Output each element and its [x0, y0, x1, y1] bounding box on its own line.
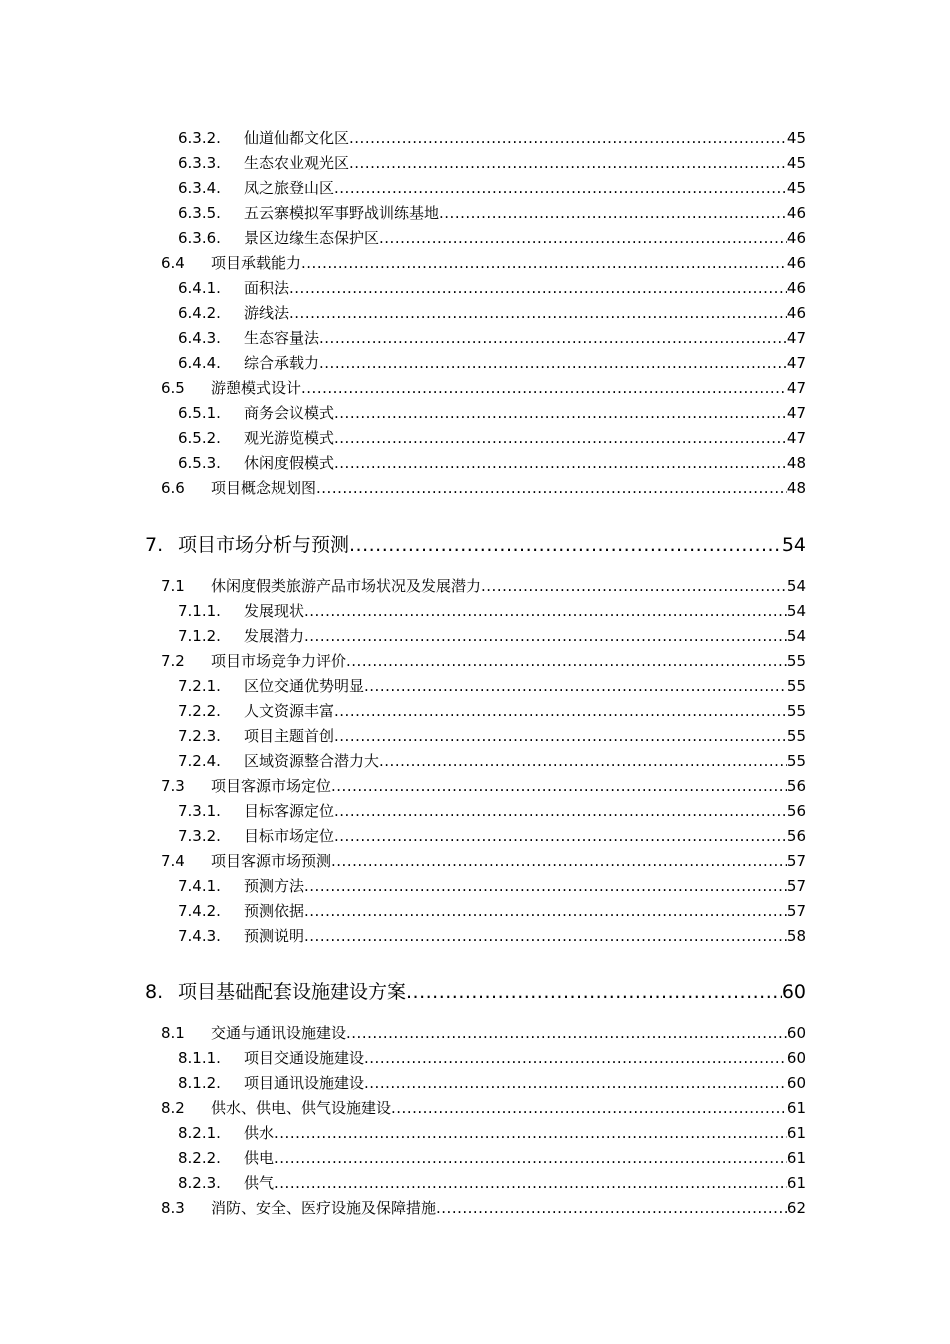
toc-number: 6.4.4. [178, 354, 221, 372]
toc-page-number: 61 [786, 1149, 806, 1167]
toc-page-number: 56 [786, 827, 806, 845]
toc-number: 8.1.2. [178, 1074, 221, 1092]
toc-page-number: 45 [786, 179, 806, 197]
toc-page-number: 47 [786, 329, 806, 347]
toc-number: 6.5.2. [178, 429, 221, 447]
toc-entry[interactable] [178, 302, 806, 324]
toc-entry[interactable] [161, 575, 806, 597]
toc-number: 7.1.2. [178, 627, 221, 645]
toc-page-number: 56 [786, 802, 806, 820]
toc-page-number: 60 [786, 1024, 806, 1042]
toc-page-number: 48 [786, 479, 806, 497]
toc-number: 7.2 [161, 652, 185, 670]
toc-leader-dots [274, 1124, 787, 1142]
toc-number: 8.1 [161, 1024, 185, 1042]
toc-title: 发展潜力 [244, 627, 305, 645]
toc-page-number: 62 [786, 1199, 806, 1217]
toc-title: 目标市场定位 [244, 827, 335, 845]
toc-number: 6.3.3. [178, 154, 221, 172]
toc-title: 生态农业观光区 [244, 154, 350, 172]
toc-leader-dots [349, 534, 782, 556]
toc-number: 7. [145, 534, 164, 556]
toc-page-number: 48 [786, 454, 806, 472]
toc-title: 发展现状 [244, 602, 305, 620]
toc-leader-dots [301, 254, 787, 272]
toc-leader-dots [304, 627, 787, 645]
toc-leader-dots [364, 677, 787, 695]
toc-leader-dots [379, 752, 787, 770]
toc-title: 人文资源丰富 [244, 702, 335, 720]
toc-page-number: 46 [786, 279, 806, 297]
toc-title: 商务会议模式 [244, 404, 335, 422]
toc-title: 项目交通设施建设 [244, 1049, 365, 1067]
toc-leader-dots [334, 702, 787, 720]
toc-entry[interactable] [161, 377, 806, 399]
toc-number: 8.1.1. [178, 1049, 221, 1067]
toc-entry[interactable] [161, 850, 806, 872]
toc-leader-dots [289, 279, 787, 297]
toc-entry[interactable] [178, 600, 806, 622]
toc-number: 8.2.3. [178, 1174, 221, 1192]
toc-number: 8.2 [161, 1099, 185, 1117]
toc-number: 8.3 [161, 1199, 185, 1217]
toc-title: 项目概念规划图 [211, 479, 317, 497]
toc-leader-dots [334, 827, 787, 845]
toc-page-number: 57 [786, 877, 806, 895]
toc-entry[interactable] [178, 127, 806, 149]
toc-number: 8.2.2. [178, 1149, 221, 1167]
toc-number: 8.2.1. [178, 1124, 221, 1142]
toc-title: 五云寨模拟军事野战训练基地 [244, 204, 440, 222]
toc-page-number: 55 [786, 702, 806, 720]
toc-title: 景区边缘生态保护区 [244, 229, 380, 247]
toc-page-number: 54 [786, 627, 806, 645]
toc-number: 6.4 [161, 254, 185, 272]
toc-leader-dots [301, 379, 787, 397]
toc-leader-dots [319, 354, 787, 372]
toc-leader-dots [334, 429, 787, 447]
toc-number: 7.1 [161, 577, 185, 595]
toc-page-number: 61 [786, 1099, 806, 1117]
toc-title: 供电 [244, 1149, 275, 1167]
toc-title: 供气 [244, 1174, 275, 1192]
toc-leader-dots [304, 902, 787, 920]
toc-title: 仙道仙都文化区 [244, 129, 350, 147]
toc-leader-dots [334, 454, 787, 472]
toc-entry[interactable] [161, 1097, 806, 1119]
toc-page-number: 57 [786, 902, 806, 920]
toc-page-number: 46 [786, 204, 806, 222]
toc-entry[interactable] [178, 427, 806, 449]
toc-leader-dots [334, 404, 787, 422]
toc-chapter-entry[interactable] [145, 530, 806, 558]
toc-title: 供水 [244, 1124, 275, 1142]
toc-number: 7.4.1. [178, 877, 221, 895]
toc-leader-dots [319, 329, 787, 347]
toc-title: 预测依据 [244, 902, 305, 920]
toc-leader-dots [349, 154, 787, 172]
toc-title: 面积法 [244, 279, 290, 297]
toc-page-number: 55 [786, 677, 806, 695]
toc-page-number: 61 [786, 1174, 806, 1192]
toc-title: 目标客源定位 [244, 802, 335, 820]
toc-page-number: 46 [786, 304, 806, 322]
toc-number: 6.3.5. [178, 204, 221, 222]
toc-leader-dots [406, 981, 782, 1003]
toc-page-number: 54 [781, 534, 806, 556]
toc-entry[interactable] [178, 675, 806, 697]
toc-leader-dots [316, 479, 787, 497]
toc-page-number: 60 [781, 981, 806, 1003]
toc-page-number: 47 [786, 404, 806, 422]
toc-entry[interactable] [178, 625, 806, 647]
toc-leader-dots [304, 602, 787, 620]
toc-entry[interactable] [178, 452, 806, 474]
toc-page-number: 45 [786, 154, 806, 172]
toc-number: 7.3.2. [178, 827, 221, 845]
toc-number: 7.3.1. [178, 802, 221, 820]
toc-number: 6.3.4. [178, 179, 221, 197]
toc-leader-dots [379, 229, 787, 247]
toc-number: 7.1.1. [178, 602, 221, 620]
toc-entry[interactable] [178, 327, 806, 349]
toc-leader-dots [334, 179, 787, 197]
toc-entry[interactable] [178, 152, 806, 174]
toc-title: 休闲度假类旅游产品市场状况及发展潜力 [211, 577, 482, 595]
toc-leader-dots [304, 927, 787, 945]
toc-page-number: 60 [786, 1049, 806, 1067]
toc-page-number: 58 [786, 927, 806, 945]
toc-leader-dots [274, 1149, 787, 1167]
toc-number: 7.4.2. [178, 902, 221, 920]
toc-title: 项目市场竞争力评价 [211, 652, 347, 670]
toc-title: 预测方法 [244, 877, 305, 895]
toc-entry[interactable] [178, 1072, 806, 1094]
toc-entry[interactable] [161, 1197, 806, 1219]
toc-title: 项目通讯设施建设 [244, 1074, 365, 1092]
toc-entry[interactable] [178, 202, 806, 224]
toc-entry[interactable] [178, 402, 806, 424]
toc-page-number: 61 [786, 1124, 806, 1142]
toc-entry[interactable] [161, 1022, 806, 1044]
toc-number: 6.5.3. [178, 454, 221, 472]
toc-entry[interactable] [178, 1047, 806, 1069]
toc-leader-dots [334, 802, 787, 820]
toc-entry[interactable] [178, 700, 806, 722]
toc-page-number: 60 [786, 1074, 806, 1092]
toc-title: 预测说明 [244, 927, 305, 945]
toc-title: 项目市场分析与预测 [178, 534, 350, 556]
toc-page-number: 46 [786, 229, 806, 247]
toc-number: 7.2.4. [178, 752, 221, 770]
toc-page-number: 54 [786, 602, 806, 620]
toc-title: 项目客源市场预测 [211, 852, 332, 870]
toc-number: 6.5 [161, 379, 185, 397]
toc-title: 消防、安全、医疗设施及保障措施 [211, 1199, 437, 1217]
toc-entry[interactable] [178, 227, 806, 249]
toc-entry[interactable] [178, 825, 806, 847]
toc-number: 6.6 [161, 479, 185, 497]
toc-entry[interactable] [161, 775, 806, 797]
toc-title: 生态容量法 [244, 329, 320, 347]
toc-title: 区位交通优势明显 [244, 677, 365, 695]
toc-title: 综合承载力 [244, 354, 320, 372]
toc-number: 7.2.2. [178, 702, 221, 720]
toc-page-number: 56 [786, 777, 806, 795]
toc-title: 游憩模式设计 [211, 379, 302, 397]
toc-page-number: 55 [786, 752, 806, 770]
toc-page-number: 47 [786, 429, 806, 447]
toc-title: 项目主题首创 [244, 727, 335, 745]
toc-number: 6.4.3. [178, 329, 221, 347]
toc-page-number: 55 [786, 652, 806, 670]
toc-entry[interactable] [178, 875, 806, 897]
toc-number: 6.4.2. [178, 304, 221, 322]
toc-entry[interactable] [178, 352, 806, 374]
toc-entry[interactable] [178, 725, 806, 747]
toc-entry[interactable] [178, 800, 806, 822]
toc-leader-dots [334, 727, 787, 745]
toc-leader-dots [349, 129, 787, 147]
toc-title: 观光游览模式 [244, 429, 335, 447]
toc-leader-dots [364, 1049, 787, 1067]
toc-leader-dots [289, 304, 787, 322]
toc-leader-dots [346, 652, 787, 670]
toc-number: 7.2.1. [178, 677, 221, 695]
toc-number: 6.5.1. [178, 404, 221, 422]
toc-entry[interactable] [178, 900, 806, 922]
toc-entry[interactable] [178, 1147, 806, 1169]
toc-number: 7.3 [161, 777, 185, 795]
toc-leader-dots [436, 1199, 787, 1217]
toc-number: 6.3.2. [178, 129, 221, 147]
toc-leader-dots [439, 204, 787, 222]
toc-page-number: 45 [786, 129, 806, 147]
toc-leader-dots [391, 1099, 787, 1117]
toc-title: 区域资源整合潜力大 [244, 752, 380, 770]
toc-title: 供水、供电、供气设施建设 [211, 1099, 392, 1117]
toc-entry[interactable] [161, 477, 806, 499]
toc-page-number: 46 [786, 254, 806, 272]
toc-entry[interactable] [161, 252, 806, 274]
toc-leader-dots [274, 1174, 787, 1192]
toc-page-number: 54 [786, 577, 806, 595]
toc-entry[interactable] [178, 750, 806, 772]
toc-chapter-entry[interactable] [145, 977, 806, 1005]
toc-entry[interactable] [178, 1172, 806, 1194]
toc-leader-dots [331, 777, 787, 795]
toc-leader-dots [481, 577, 787, 595]
toc-title: 凤之旅登山区 [244, 179, 335, 197]
toc-page-number: 55 [786, 727, 806, 745]
toc-page-number: 47 [786, 379, 806, 397]
toc-leader-dots [331, 852, 787, 870]
toc-number: 6.4.1. [178, 279, 221, 297]
toc-number: 7.4 [161, 852, 185, 870]
toc-number: 7.2.3. [178, 727, 221, 745]
toc-title: 项目基础配套设施建设方案 [178, 981, 407, 1003]
toc-leader-dots [304, 877, 787, 895]
toc-page-number: 47 [786, 354, 806, 372]
toc-number: 8. [145, 981, 164, 1003]
toc-title: 项目承载能力 [211, 254, 302, 272]
toc-entry[interactable] [178, 277, 806, 299]
toc-title: 游线法 [244, 304, 290, 322]
toc-title: 休闲度假模式 [244, 454, 335, 472]
toc-title: 项目客源市场定位 [211, 777, 332, 795]
toc-page-number: 57 [786, 852, 806, 870]
toc-entry[interactable] [178, 1122, 806, 1144]
toc-leader-dots [364, 1074, 787, 1092]
toc-title: 交通与通讯设施建设 [211, 1024, 347, 1042]
toc-leader-dots [346, 1024, 787, 1042]
toc-entry[interactable] [161, 650, 806, 672]
toc-number: 7.4.3. [178, 927, 221, 945]
toc-number: 6.3.6. [178, 229, 221, 247]
toc-entry[interactable] [178, 925, 806, 947]
toc-entry[interactable] [178, 177, 806, 199]
